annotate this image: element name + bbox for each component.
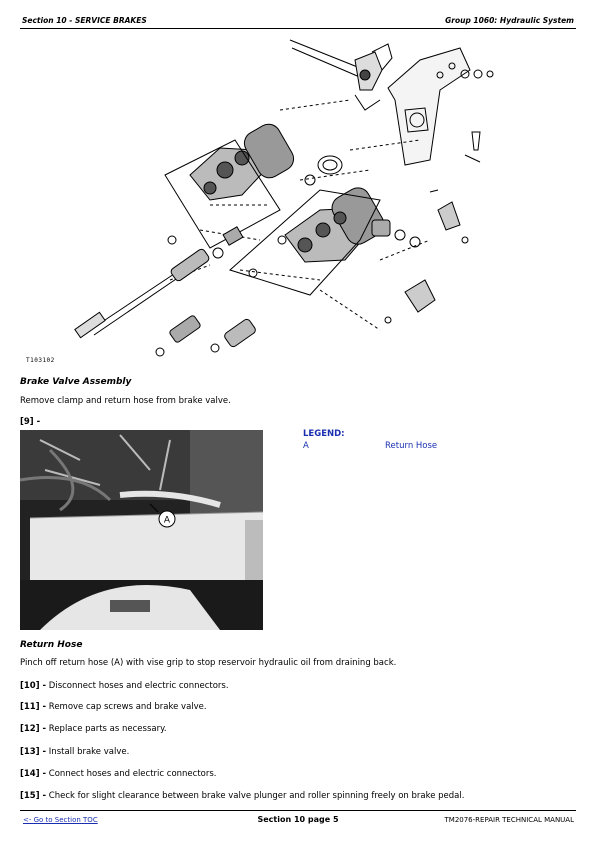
manual-title: TM2076-REPAIR TECHNICAL MANUAL [444, 816, 574, 824]
legend-title: LEGEND: [303, 429, 345, 439]
step-number: [11] - [20, 702, 47, 712]
step-text: Remove cap screws and brake valve. [48, 702, 207, 712]
step-number: [10] - [20, 681, 47, 691]
page-footer [20, 810, 576, 825]
step-text: Replace parts as necessary. [48, 724, 167, 734]
step-text: Install brake valve. [48, 747, 130, 757]
step-text: Disconnect hoses and electric connectors. [48, 681, 229, 691]
return-hose-text: Pinch off return hose (A) with vise grip to stop reservoir hydraulic oil from draining back. [20, 658, 397, 668]
step-number: [12] - [20, 724, 47, 734]
step-text: Check for slight clearance between brake valve plunger and roller spinning freely on brake pedal. [48, 791, 465, 801]
page-number: Section 10 page 5 [257, 815, 339, 824]
section-toc-link[interactable]: <- Go to Section TOC [23, 816, 98, 824]
step-9: [9] - [20, 417, 41, 427]
step-13 [20, 747, 129, 757]
step-number: [13] - [20, 747, 47, 757]
return-hose-heading: Return Hose [20, 640, 83, 650]
page-header [20, 14, 576, 29]
step-15 [20, 791, 464, 801]
group-title: Group 1060: Hydraulic System [445, 16, 574, 25]
legend-value-a: Return Hose [385, 441, 438, 451]
brake-valve-exploded-diagram [20, 30, 576, 370]
step-14 [20, 769, 216, 779]
step-number: [14] - [20, 769, 47, 779]
step-11 [20, 702, 207, 712]
section-title: Section 10 - SERVICE BRAKES [22, 16, 147, 25]
step-text: Connect hoses and electric connectors. [48, 769, 217, 779]
step-10 [20, 681, 229, 691]
step-number: [15] - [20, 791, 47, 801]
legend-key-a: A [303, 441, 309, 451]
return-hose-photo [20, 430, 263, 630]
assembly-heading: Brake Valve Assembly [20, 377, 132, 387]
figure-id: T103102 [26, 357, 55, 364]
assembly-text: Remove clamp and return hose from brake valve. [20, 396, 231, 406]
photo-callout: A [163, 515, 171, 526]
step-12 [20, 724, 167, 734]
